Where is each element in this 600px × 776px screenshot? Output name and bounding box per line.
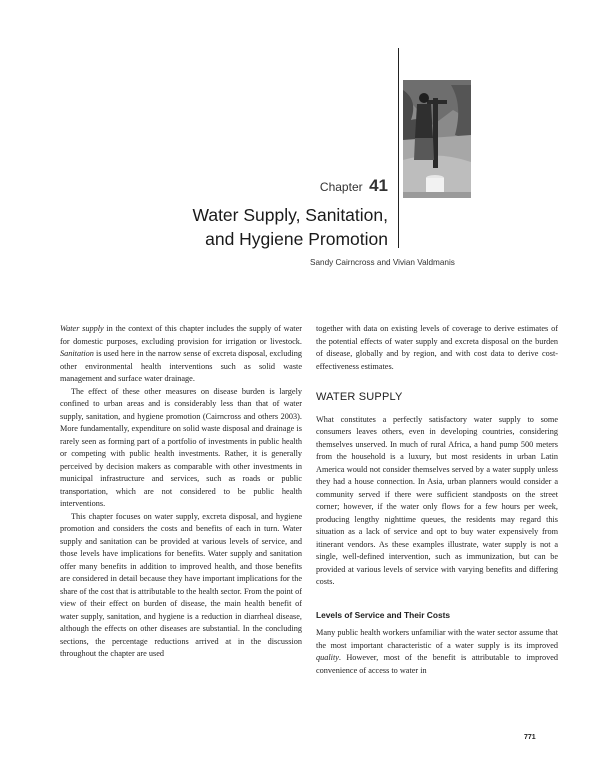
term-quality: quality — [316, 653, 339, 662]
authors: Sandy Cairncross and Vivian Valdmanis — [310, 258, 455, 267]
right-column — [316, 323, 558, 677]
chapter-title — [68, 203, 388, 251]
chapter-photo — [403, 80, 471, 198]
chapter-number: 41 — [369, 176, 388, 195]
hand-pump-photo-illustration — [403, 80, 471, 198]
left-column — [60, 323, 302, 661]
vertical-rule — [398, 48, 399, 248]
chapter-title-line-1: Water Supply, Sanitation, — [192, 205, 388, 225]
paragraph-definitions — [60, 323, 302, 386]
paragraph-effect: The effect of these other measures on disease burden is largely confined to urban areas and is considerably less than that of water supply, sanitation, and hygiene promotion (Cairncross and others 2003). More fundamentally, expenditure on solid waste disposal and drainage is rarely seen as forming part of a portfolio of investments in public health or competing with public health investments. Rather, it is generally perceived by decision makers as comparable with other investments in municipal infrastructure and services, such as roads or public transportation, which are not considered to be public health interventions. — [60, 386, 302, 508]
chapter-label — [320, 176, 388, 196]
subsection-heading: Levels of Service and Their Costs — [316, 609, 451, 620]
section-heading: WATER SUPPLY — [316, 391, 403, 403]
definition-water-supply: in the context of this chapter includes the supply of water for domestic purposes, excluding provision for irrigation or livestock. — [60, 324, 302, 346]
paragraph-continued: together with data on existing levels of coverage to derive estimates of the potential effects of water supply and excreta disposal on the burden of disease, globally and by region, and with cost data to derive cost-effectiveness estimates. — [316, 324, 558, 371]
paragraph-water-supply: What constitutes a perfectly satisfactory water supply to some consumers leaves others, even in developing countries, considering themselves unserved. In much of rural Africa, a hand pump 500 meters from the household is a luxury, but most residents in urban Latin America would not consider themselves served by a water supply unless they had a house connection. In Asia, urban planners would consider a community served if there were sufficient standposts on the street corner; however, if the water only flows for a few hours per week, producing lengthy nighttime queues, the residents may regard this situation as a lack of service and opt to buy water expensively from itinerant vendors. As these examples illustrate, water supply is not a single, well-defined intervention, such as immunization, but can be provided at various levels of service with varying benefits and differing costs. — [316, 414, 558, 586]
levels-text-2: . However, most of the benefit is attributable to improved convenience of access to water in — [316, 653, 558, 675]
term-water-supply: Water supply — [60, 324, 104, 333]
page-number: 771 — [524, 734, 536, 741]
paragraph-levels-of-service — [316, 627, 558, 677]
definition-sanitation: is used here in the narrow sense of excreta disposal, excluding other environmental health interventions such as solid waste management and surface water drainage. — [60, 349, 302, 383]
chapter-title-line-2: and Hygiene Promotion — [205, 229, 388, 249]
levels-text-1: Many public health workers unfamiliar with the water sector assume that the most important characteristic of a water supply is its improved — [316, 628, 558, 650]
chapter-word: Chapter — [319, 180, 363, 194]
paragraph-focus: This chapter focuses on water supply, excreta disposal, and hygiene promotion and considers the costs and benefits of each in turn. Water supply and sanitation can be provided at various levels of service, and those levels have implications for benefits. Water supply and sanitation offer many benefits in addition to improved health, and those benefits are considered in detail because they have important implications for the share of the cost that is attributable to the health sector. From the point of view of their effect on burden of disease, the main health benefit of water supply, sanitation, and hygiene is a reduction in diarrheal disease, although the effects on other diseases are substantial. In the concluding sections, the percentage reductions arrived at in the discussion throughout the chapter are used — [60, 511, 302, 658]
term-sanitation: Sanitation — [60, 349, 94, 358]
